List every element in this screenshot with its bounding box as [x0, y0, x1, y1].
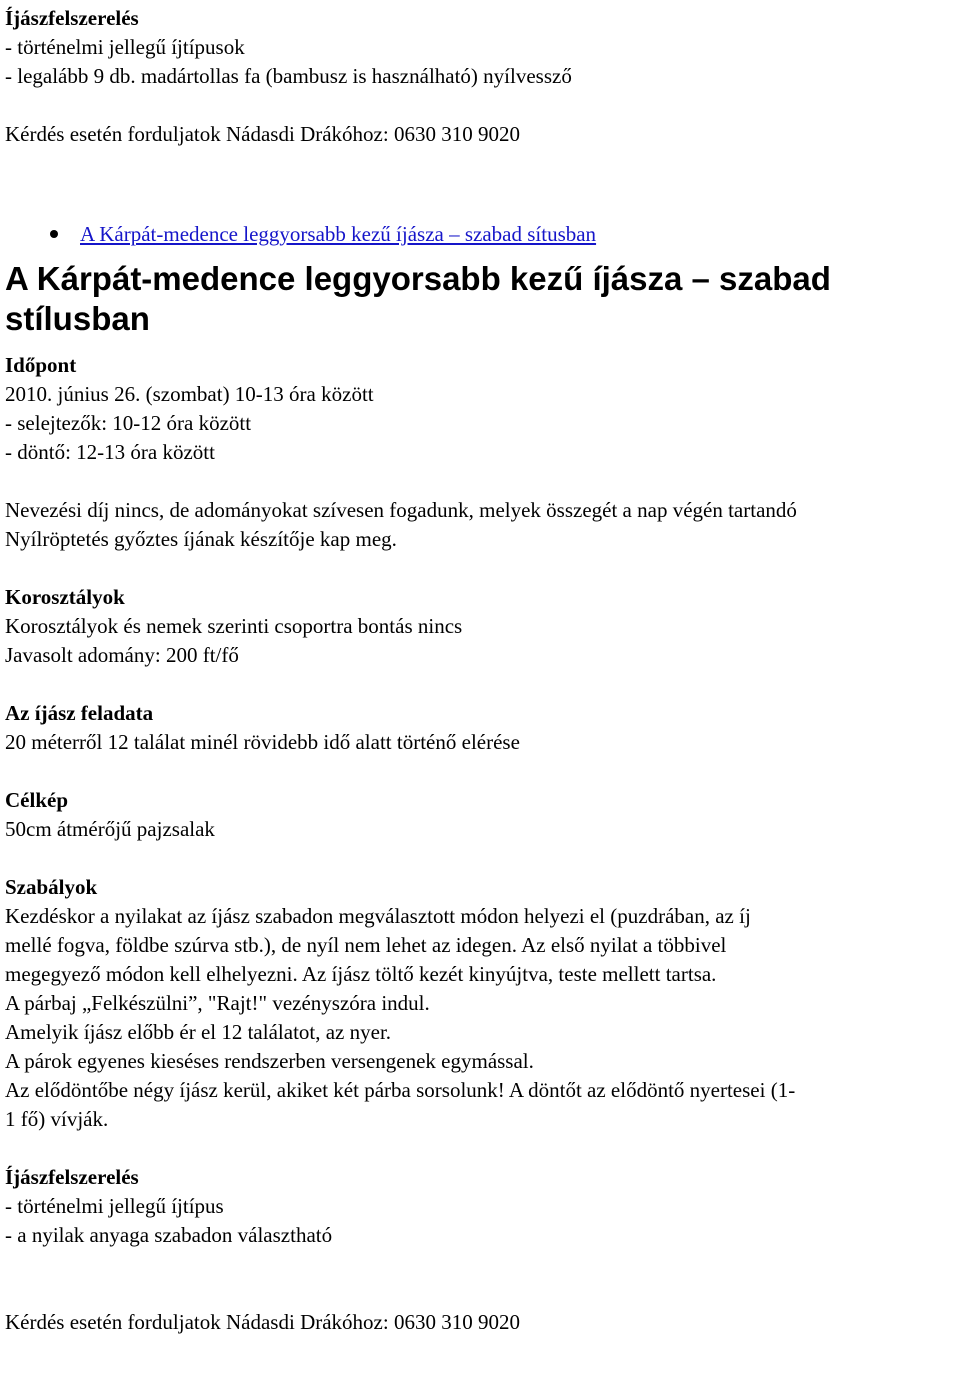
- rules-line-5: Amelyik íjász előbb ér el 12 találatot, az nyer.: [5, 1020, 392, 1044]
- task-heading: Az íjász feladata: [5, 701, 154, 725]
- event-link[interactable]: A Kárpát-medence leggyorsabb kezű íjásza – szabad sítusban: [80, 222, 597, 246]
- bullet-icon: [50, 230, 58, 238]
- contact-line-bottom: Kérdés esetén forduljatok Nádasdi Drákóhoz: 0630 310 9020: [5, 1310, 520, 1334]
- rules-line-7: Az elődöntőbe négy íjász kerül, akiket két párba sorsolunk! A döntőt az elődöntő nyertesei (1-: [5, 1078, 796, 1102]
- equipment-line-bow-types: - történelmi jellegű íjtípusok: [5, 35, 245, 59]
- fee-line-1: Nevezési díj nincs, de adományokat szívesen fogadunk, melyek összegét a nap végén tartandó: [5, 498, 797, 522]
- equipment-heading-bottom: Íjászfelszerelés: [5, 1165, 139, 1189]
- donation-line: Javasolt adomány: 200 ft/fő: [5, 643, 239, 667]
- equipment-line-arrow-material: - a nyilak anyaga szabadon választható: [5, 1223, 333, 1247]
- target-line: 50cm átmérőjű pajzsalak: [5, 817, 215, 841]
- link-list-item: [80, 220, 955, 249]
- equipment-line-arrows: - legalább 9 db. madártollas fa (bambusz is használható) nyílvessző: [5, 64, 572, 88]
- equipment-line-bow-type: - történelmi jellegű íjtípus: [5, 1194, 224, 1218]
- rules-line-2: mellé fogva, földbe szúrva stb.), de nyíl nem lehet az idegen. Az első nyilat a többivel: [5, 933, 727, 957]
- rules-line-8: 1 fő) vívják.: [5, 1107, 109, 1131]
- rules-line-6: A párok egyenes kieséses rendszerben versengenek egymással.: [5, 1049, 534, 1073]
- rules-line-4: A párbaj „Felkészülni”, "Rajt!" vezényszóra indul.: [5, 991, 430, 1015]
- time-date-line: 2010. június 26. (szombat) 10-13 óra között: [5, 382, 374, 406]
- target-heading: Célkép: [5, 788, 68, 812]
- rules-line-3: megegyező módon kell elhelyezni. Az íjász töltő kezét kinyújtva, teste mellett tartsa.: [5, 962, 717, 986]
- time-final-line: - döntő: 12-13 óra között: [5, 440, 215, 464]
- task-line: 20 méterről 12 találat minél rövidebb idő alatt történő elérése: [5, 730, 520, 754]
- fee-line-2: Nyílröptetés győztes íjának készítője kap meg.: [5, 527, 397, 551]
- contact-line-top: Kérdés esetén forduljatok Nádasdi Drákóhoz: 0630 310 9020: [5, 122, 520, 146]
- rules-heading: Szabályok: [5, 875, 98, 899]
- equipment-heading-top: Íjászfelszerelés: [5, 6, 139, 30]
- rules-line-1: Kezdéskor a nyilakat az íjász szabadon megválasztott módon helyezi el (puzdrában, az íj: [5, 904, 751, 928]
- page-title: A Kárpát-medence leggyorsabb kezű íjásza – szabad stílusban: [5, 260, 831, 337]
- age-groups-heading: Korosztályok: [5, 585, 125, 609]
- time-heading: Időpont: [5, 353, 77, 377]
- age-groups-line: Korosztályok és nemek szerinti csoportra bontás nincs: [5, 614, 463, 638]
- time-qualifiers-line: - selejtezők: 10-12 óra között: [5, 411, 252, 435]
- link-list: [5, 220, 955, 249]
